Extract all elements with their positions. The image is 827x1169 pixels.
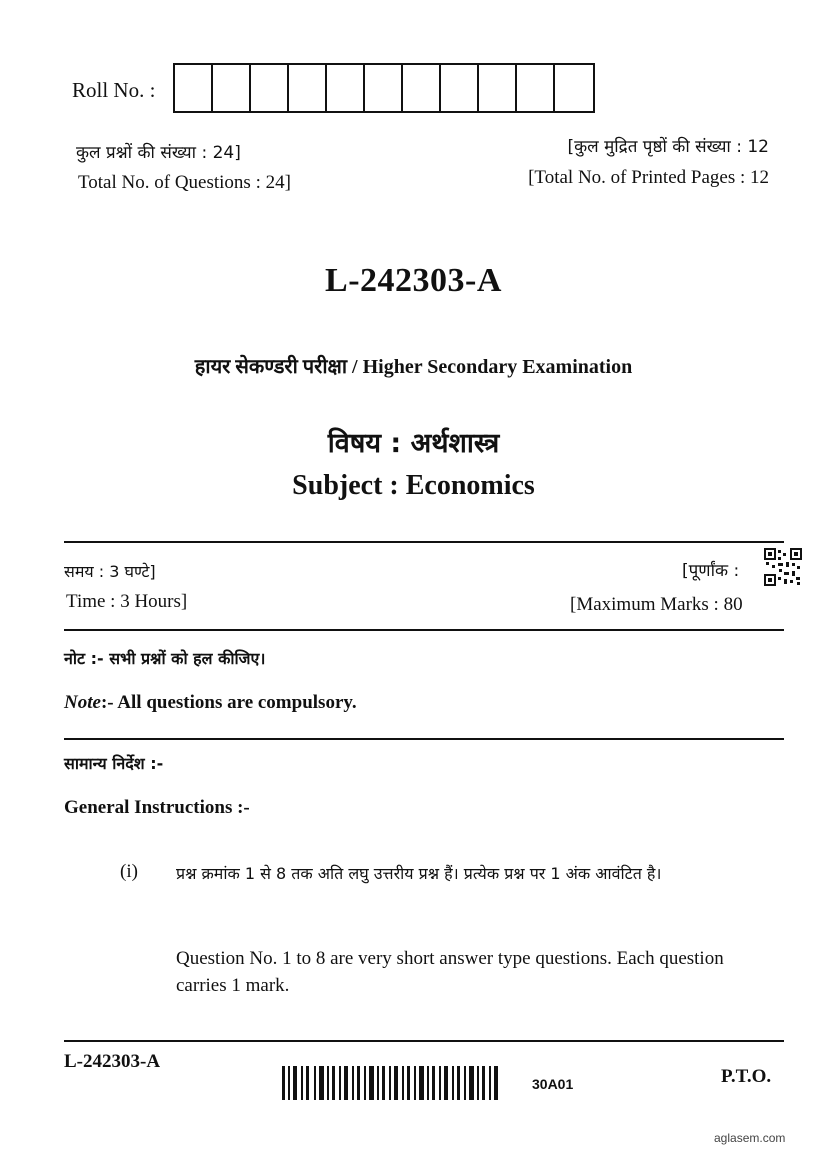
watermark: aglasem.com [714, 1131, 786, 1145]
total-questions: Total No. of Questions : 24] [78, 172, 291, 193]
divider [64, 629, 784, 631]
note-text: :- All questions are compulsory. [100, 692, 357, 713]
instruction-text-english: Question No. 1 to 8 are very short answer type questions. Each question carries 1 mark. [176, 948, 724, 996]
note-english [64, 692, 357, 714]
roll-number-box [175, 65, 213, 111]
roll-number-box [213, 65, 251, 111]
note-label: Note [64, 692, 101, 713]
pto-label: P.T.O. [721, 1066, 772, 1087]
divider [64, 1040, 784, 1042]
maximum-marks: [Maximum Marks : 80 [570, 594, 743, 615]
barcode-number: 30A01 [532, 1076, 574, 1092]
general-instructions-heading: General Instructions :- [64, 797, 250, 818]
total-pages-hindi: [कुल मुद्रित पृष्ठों की संख्या : 12 [567, 137, 769, 157]
qr-code-icon [764, 548, 802, 586]
barcode-icon [282, 1066, 500, 1100]
note-hindi: नोट :- सभी प्रश्नों को हल कीजिए। [64, 649, 266, 668]
roll-number-box [479, 65, 517, 111]
footer-paper-code: L-242303-A [64, 1051, 161, 1072]
roll-number-box [555, 65, 593, 111]
marks-hindi: [पूर्णांक : [682, 561, 740, 581]
subject-english: Subject : Economics [292, 470, 535, 501]
exam-name: हायर सेकण्डरी परीक्षा / Higher Secondary Examination [194, 356, 633, 378]
total-questions-hindi: कुल प्रश्नों की संख्या : 24] [76, 143, 241, 163]
divider [64, 738, 784, 740]
roll-number-box [403, 65, 441, 111]
general-instructions-heading-hindi: सामान्य निर्देश :- [64, 754, 164, 773]
total-pages: [Total No. of Printed Pages : 12 [528, 167, 769, 188]
paper-code-title: L-242303-A [325, 262, 502, 299]
divider [64, 541, 784, 543]
roll-number-box [517, 65, 555, 111]
roll-number-box [289, 65, 327, 111]
roll-number-box [441, 65, 479, 111]
subject-hindi: विषय : अर्थशास्त्र [327, 428, 500, 459]
time-hindi: समय : 3 घण्टे] [64, 562, 156, 581]
roll-number-boxes [173, 63, 595, 113]
roll-number-label: Roll No. : [72, 78, 156, 102]
roll-number-box [365, 65, 403, 111]
instruction-number: (i) [120, 861, 138, 882]
roll-number-box [251, 65, 289, 111]
instruction-text-hindi: प्रश्न क्रमांक 1 से 8 तक अति लघु उत्तरीय प्रश्न हैं। प्रत्येक प्रश्न पर 1 अंक आवंटित है। [176, 864, 662, 883]
time-allowed: Time : 3 Hours] [66, 591, 188, 612]
roll-number-box [327, 65, 365, 111]
